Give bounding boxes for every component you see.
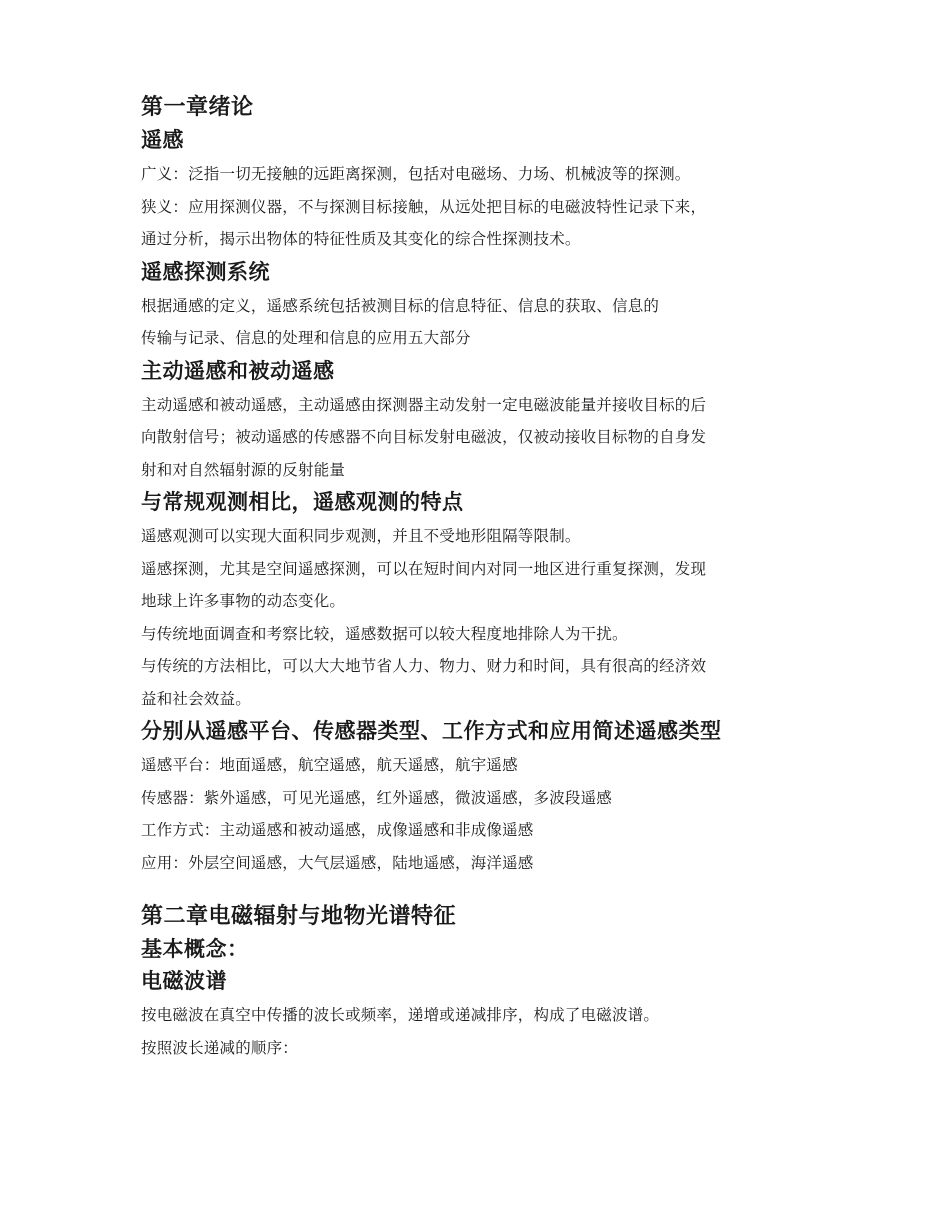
paragraph-line: 按电磁波在真空中传播的波长或频率，递增或递减排序，构成了电磁波谱。 (141, 1006, 660, 1024)
paragraph-line: 益和社会效益。 (141, 689, 251, 708)
section-heading-types: 分别从遥感平台、传感器类型、工作方式和应用简述遥感类型 (141, 719, 722, 743)
paragraph-line: 遥感探测，尤其是空间遥感探测，可以在短时间内对同一地区进行重复探测，发现 (141, 559, 707, 578)
paragraph-line: 通过分析，揭示出物体的特征性质及其变化的综合性探测技术。 (141, 230, 581, 248)
paragraph-line: 遥感平台：地面遥感，航空遥感，航天遥感，航宇遥感 (141, 756, 518, 774)
paragraph-line: 遥感观测可以实现大面积同步观测，并且不受地形阻隔等限制。 (141, 527, 581, 545)
paragraph-line: 与传统地面调查和考察比较，遥感数据可以较大程度地排除人为干扰。 (141, 624, 628, 643)
paragraph-line: 狭义：应用探测仪器，不与探测目标接触，从远处把目标的电磁波特性记录下来， (141, 197, 707, 216)
section-heading-basic-concepts: 基本概念： (141, 937, 249, 961)
document-page (141, 92, 821, 1064)
paragraph-line: 按照波长递减的顺序： (141, 1038, 299, 1057)
chapter-1-title: 第一章绪论 (141, 95, 254, 120)
paragraph-line: 广义：泛指一切无接触的远距离探测，包括对电磁场、力场、机械波等的探测。 (141, 165, 691, 183)
paragraph-line: 地球上许多事物的动态变化。 (141, 592, 346, 610)
paragraph-line: 应用：外层空间遥感，大气层遥感，陆地遥感，海洋遥感 (141, 853, 534, 872)
section-heading-active-passive: 主动遥感和被动遥感 (141, 358, 335, 383)
chapter-spacer (141, 879, 821, 901)
paragraph-line: 与传统的方法相比，可以大大地节省人力、物力、财力和时间，具有很高的经济效 (141, 657, 707, 675)
paragraph-line: 向散射信号；被动遥感的传感器不向目标发射电磁波，仅被动接收目标物的自身发 (141, 428, 707, 446)
chapter-2-title: 第二章电磁辐射与地物光谱特征 (141, 904, 457, 929)
paragraph-line: 传感器：紫外遥感，可见光遥感，红外遥感，微波遥感，多波段遥感 (141, 788, 613, 807)
paragraph-line: 射和对自然辐射源的反射能量 (141, 460, 346, 479)
paragraph-line: 传输与记录、信息的处理和信息的应用五大部分 (141, 329, 471, 347)
section-heading-remote-sensing: 遥感 (141, 128, 184, 152)
paragraph-line: 工作方式：主动遥感和被动遥感，成像遥感和非成像遥感 (141, 821, 534, 839)
section-heading-features: 与常规观测相比，遥感观测的特点 (141, 490, 464, 514)
section-heading-em-spectrum: 电磁波谱 (141, 969, 227, 993)
section-heading-detection-system: 遥感探测系统 (141, 259, 270, 284)
paragraph-line: 根据通感的定义，遥感系统包括被测目标的信息特征、信息的获取、信息的 (141, 296, 660, 315)
paragraph-line: 主动遥感和被动遥感，主动遥感由探测器主动发射一定电磁波能量并接收目标的后 (141, 395, 707, 414)
